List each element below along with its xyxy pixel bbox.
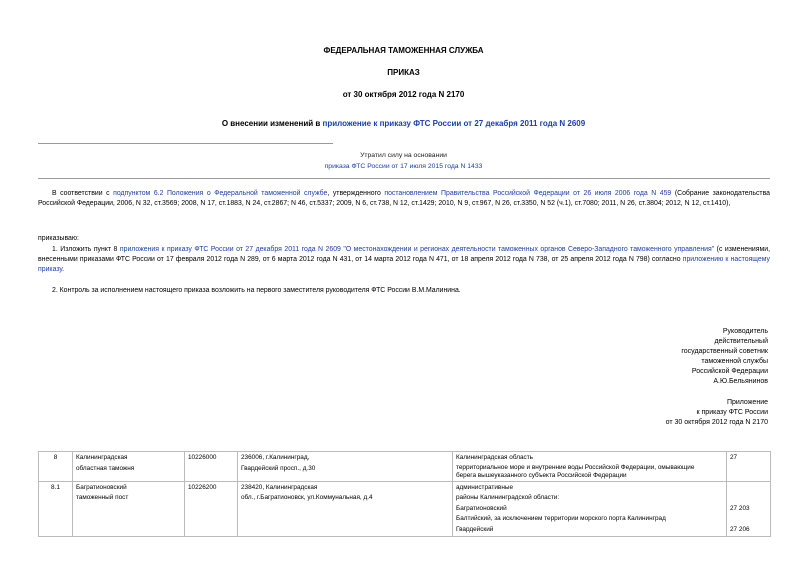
status-link-wrap [0,163,807,170]
government-decree-link[interactable]: постановлением Правительства Российской Федерации от 26 июля 2006 года N 459 [384,190,672,197]
table-row [39,452,771,482]
row-number: 8.1 [39,481,73,537]
annex-title-link[interactable]: "О местонахождении и регионах деятельности таможенных органов Северо-Западного таможенного управления" [340,246,715,253]
agency-title: ФЕДЕРАЛЬНАЯ ТАМОЖЕННАЯ СЛУЖБА [323,46,484,55]
doc-date-number: от 30 октября 2012 года N 2170 [342,90,465,99]
signature-block [681,327,768,387]
appendix-block [666,398,768,428]
repeal-order-link[interactable]: приказа ФТС России от 17 июля 2015 года N 1433 [324,163,483,170]
doc-title [0,119,807,128]
doc-title-link[interactable]: приложение к приказу ФТС России от 27 декабря 2011 года N 2609 [322,119,586,128]
regulation-link[interactable]: подпунктом 6.2 Положения о Федеральной таможенной службе [113,190,328,197]
signature-name: А.Ю.Бельянинов [713,378,768,385]
divider-long [38,178,770,179]
divider-short [38,143,333,144]
customs-code: 10226200 [185,481,238,537]
region-of-activity: административные районы Калининградской области: Багратионовский Балтийский, за исключением территории морского порта Калининград Гвардейский [453,481,727,537]
signature-line: Российской Федерации [691,368,768,375]
preamble-text-3: (Собрание законодательства Российской Федерации, 2006, N 32, ст.3569; 2008, N 17, ст.1883, N 24, ст.2867; N 46, ст.5337; 2009, N 6, ст.738, N 12, ст.1429; 2010, N 9, ст.967, N 26, ст.3350, N 52 (ч.1), ст.7080; 2011, N 26, ст.3804; 2012, N 12, ст.1410), [38,190,770,208]
signature-line: действительный [714,338,768,345]
signature-line: таможенной службы [701,358,768,365]
doc-type: ПРИКАЗ [387,68,420,77]
signature-line: государственный советник [681,348,768,355]
customs-code: 10226000 [185,452,238,482]
table-row [39,481,771,537]
appendix-line: к приказу ФТС России [696,409,768,416]
item-1-text-2: (с изменениями, внесенными приказами ФТС России от 17 февраля 2012 года N 289, от 6 марта 2012 года N 431, от 14 марта 2012 года N 471, от 18 апреля 2012 года N 738, от 25 апреля 2012 года N 798) согласно [38,246,770,264]
preamble-text-1: В соответствии с [52,190,114,197]
item-1-text-3: . [62,266,65,274]
customs-name: Багратионовский таможенный пост [73,481,185,537]
order-word: приказываю: [38,235,79,242]
customs-address: 236006, г.Калининград, Гвардейский просп., д.30 [238,452,453,482]
row-number: 8 [39,452,73,482]
item-1 [38,245,770,276]
customs-address: 238420, Калининградская обл., г.Багратионовск, ул.Коммунальная, д.4 [238,481,453,537]
status-line: Утратил силу на основании [360,152,447,159]
okato-code: 27 [727,452,771,482]
okato-code: 27 203 27 206 [727,481,771,537]
item-2: 2. Контроль за исполнением настоящего приказа возложить на первого заместителя руководителя ФТС России В.М.Малинина. [52,287,461,294]
annex-link[interactable]: приложения к приказу ФТС России от 27 декабря 2011 года N 2609 [119,246,341,253]
region-of-activity: Калининградская область территориальное море и внутренние воды Российской Федерации, омывающие берега вышеуказанного субъекта Российской Федерации [453,452,727,482]
preamble [38,189,770,209]
appendix-link[interactable]: приложению к настоящему приказу [38,256,770,274]
signature-line: Руководитель [722,328,768,335]
appendix-line: Приложение [726,399,768,406]
customs-name: Калининградская областная таможня [73,452,185,482]
appendix-line: от 30 октября 2012 года N 2170 [665,419,768,426]
item-1-text-1: 1. Изложить пункт 8 [52,246,120,253]
doc-title-prefix: О внесении изменений в [221,119,323,128]
customs-table [38,451,771,537]
preamble-text-2: , утвержденного [327,190,385,197]
